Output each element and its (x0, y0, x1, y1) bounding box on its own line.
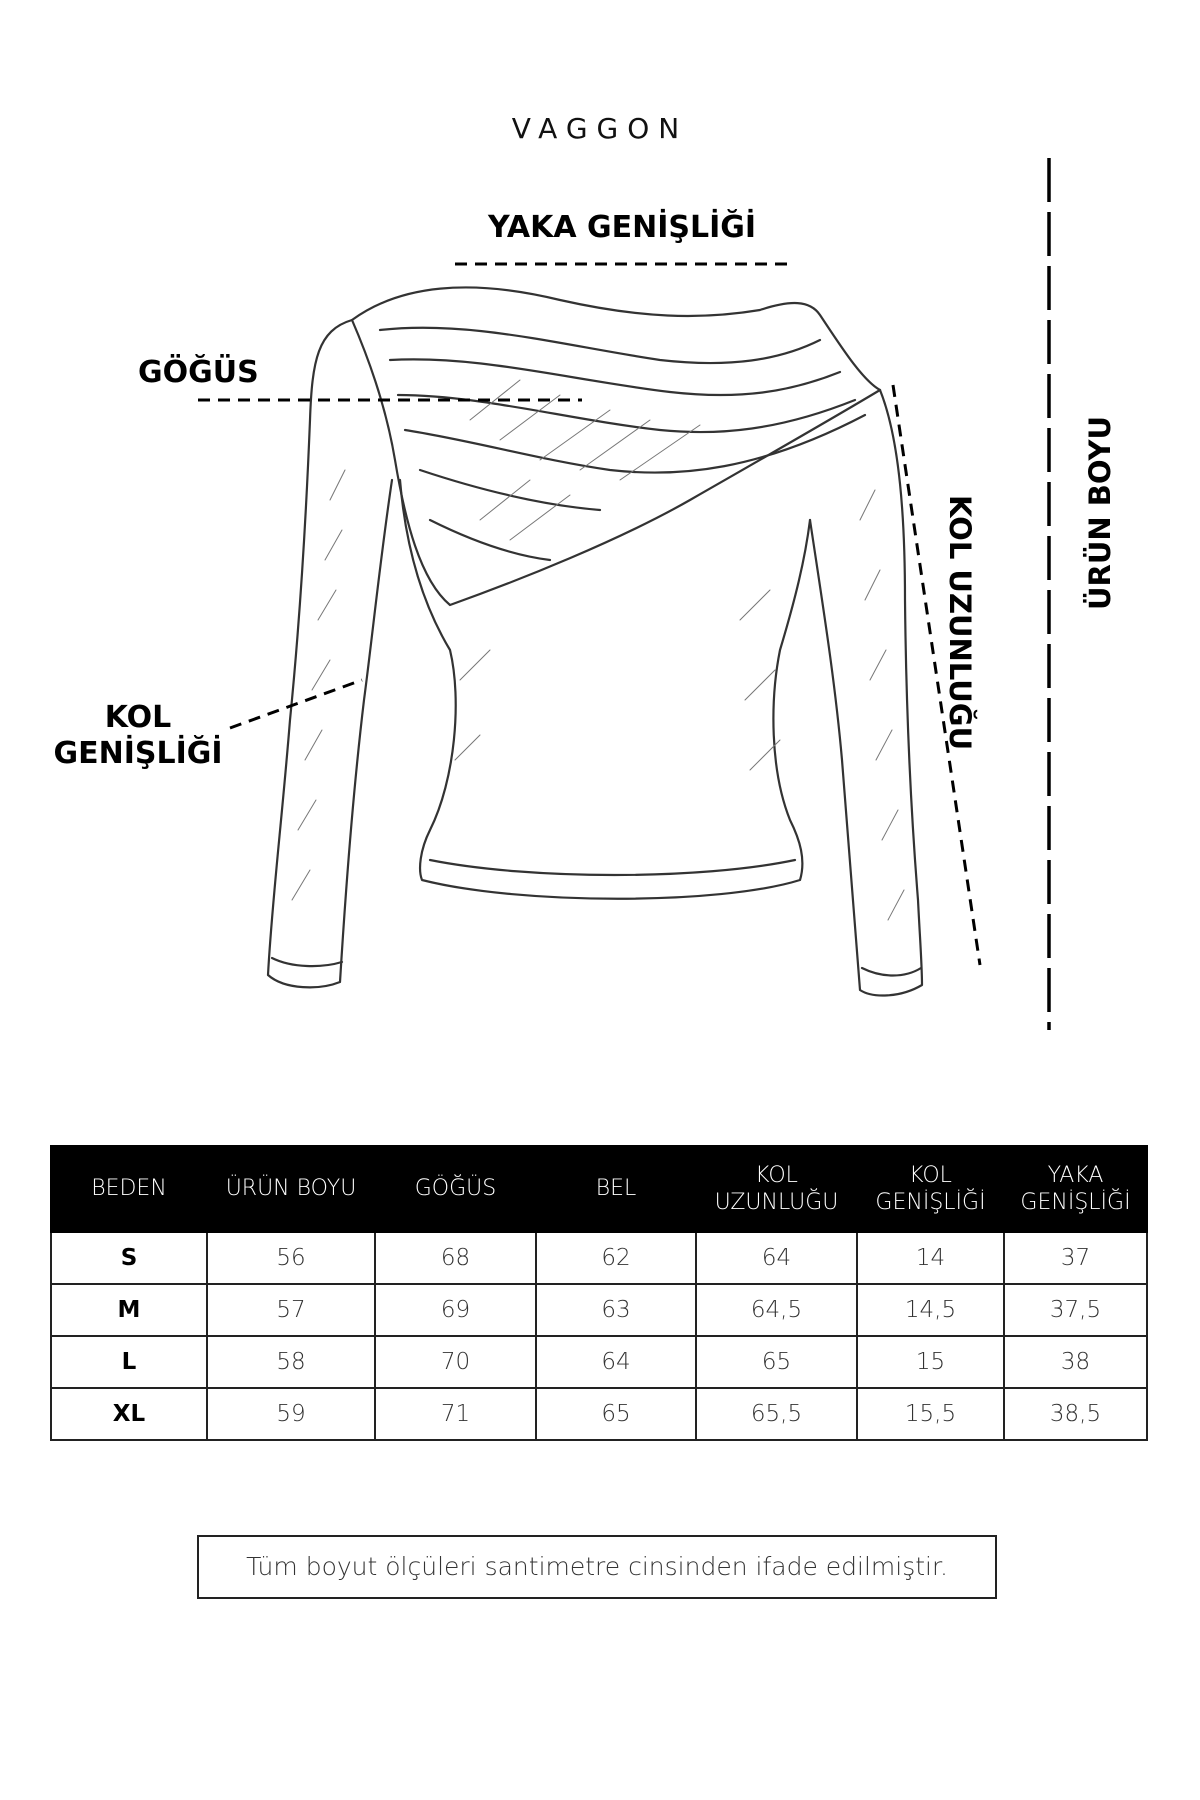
size-cell: S (51, 1232, 207, 1284)
table-cell: 37 (1004, 1232, 1147, 1284)
size-chart-table (50, 1145, 1148, 1441)
table-cell: 62 (536, 1232, 696, 1284)
table-cell: 38,5 (1004, 1388, 1147, 1440)
size-cell: L (51, 1336, 207, 1388)
header-kol-genisligi: KOL GENİŞLİĞİ (857, 1146, 1004, 1232)
table-cell: 65 (696, 1336, 857, 1388)
cowl-drape (352, 287, 880, 605)
header-kol-uzunlugu: KOL UZUNLUĞU (696, 1146, 857, 1232)
table-cell: 56 (207, 1232, 375, 1284)
table-cell: 65 (536, 1388, 696, 1440)
header-yaka-genisligi: YAKA GENİŞLİĞİ (1004, 1146, 1147, 1232)
table-cell: 64,5 (696, 1284, 857, 1336)
table-cell: 38 (1004, 1336, 1147, 1388)
table-cell: 64 (696, 1232, 857, 1284)
table-cell: 15 (857, 1336, 1004, 1388)
header-urun-boyu: ÜRÜN BOYU (207, 1146, 375, 1232)
table-cell: 65,5 (696, 1388, 857, 1440)
table-row (51, 1284, 1147, 1336)
kol-genisligi-label-line1: KOL (104, 700, 172, 735)
left-sleeve (268, 320, 392, 987)
size-cell: XL (51, 1388, 207, 1440)
table-cell: 14 (857, 1232, 1004, 1284)
measurement-note: Tüm boyut ölçüleri santimetre cinsinden ifade edilmiştir. (197, 1535, 997, 1599)
table-cell: 57 (207, 1284, 375, 1336)
right-sleeve (810, 390, 922, 995)
table-cell: 63 (536, 1284, 696, 1336)
yaka-genisligi-label: YAKA GENİŞLİĞİ (488, 210, 757, 245)
table-cell: 15,5 (857, 1388, 1004, 1440)
table-cell: 70 (375, 1336, 536, 1388)
table-cell: 68 (375, 1232, 536, 1284)
header-gogus: GÖĞÜS (375, 1146, 536, 1232)
header-bel: BEL (536, 1146, 696, 1232)
size-cell: M (51, 1284, 207, 1336)
table-cell: 64 (536, 1336, 696, 1388)
table-header-row (51, 1146, 1147, 1232)
kol-genisligi-label-line2: GENİŞLİĞİ (53, 736, 223, 771)
table-row (51, 1388, 1147, 1440)
urun-boyu-label: ÜRÜN BOYU (1083, 415, 1117, 610)
table-cell: 71 (375, 1388, 536, 1440)
table-cell: 37,5 (1004, 1284, 1147, 1336)
table-cell: 14,5 (857, 1284, 1004, 1336)
brand-logo: VAGGON (511, 112, 689, 145)
kol-genisligi-measure-line (230, 680, 362, 728)
table-cell: 59 (207, 1388, 375, 1440)
header-beden: BEDEN (51, 1146, 207, 1232)
kol-uzunlugu-label: KOL UZUNLUĞU (943, 495, 977, 751)
table-row (51, 1232, 1147, 1284)
table-cell: 58 (207, 1336, 375, 1388)
table-cell: 69 (375, 1284, 536, 1336)
table-row (51, 1336, 1147, 1388)
kol-genisligi-label (48, 700, 228, 772)
gogus-label: GÖĞÜS (138, 355, 259, 390)
